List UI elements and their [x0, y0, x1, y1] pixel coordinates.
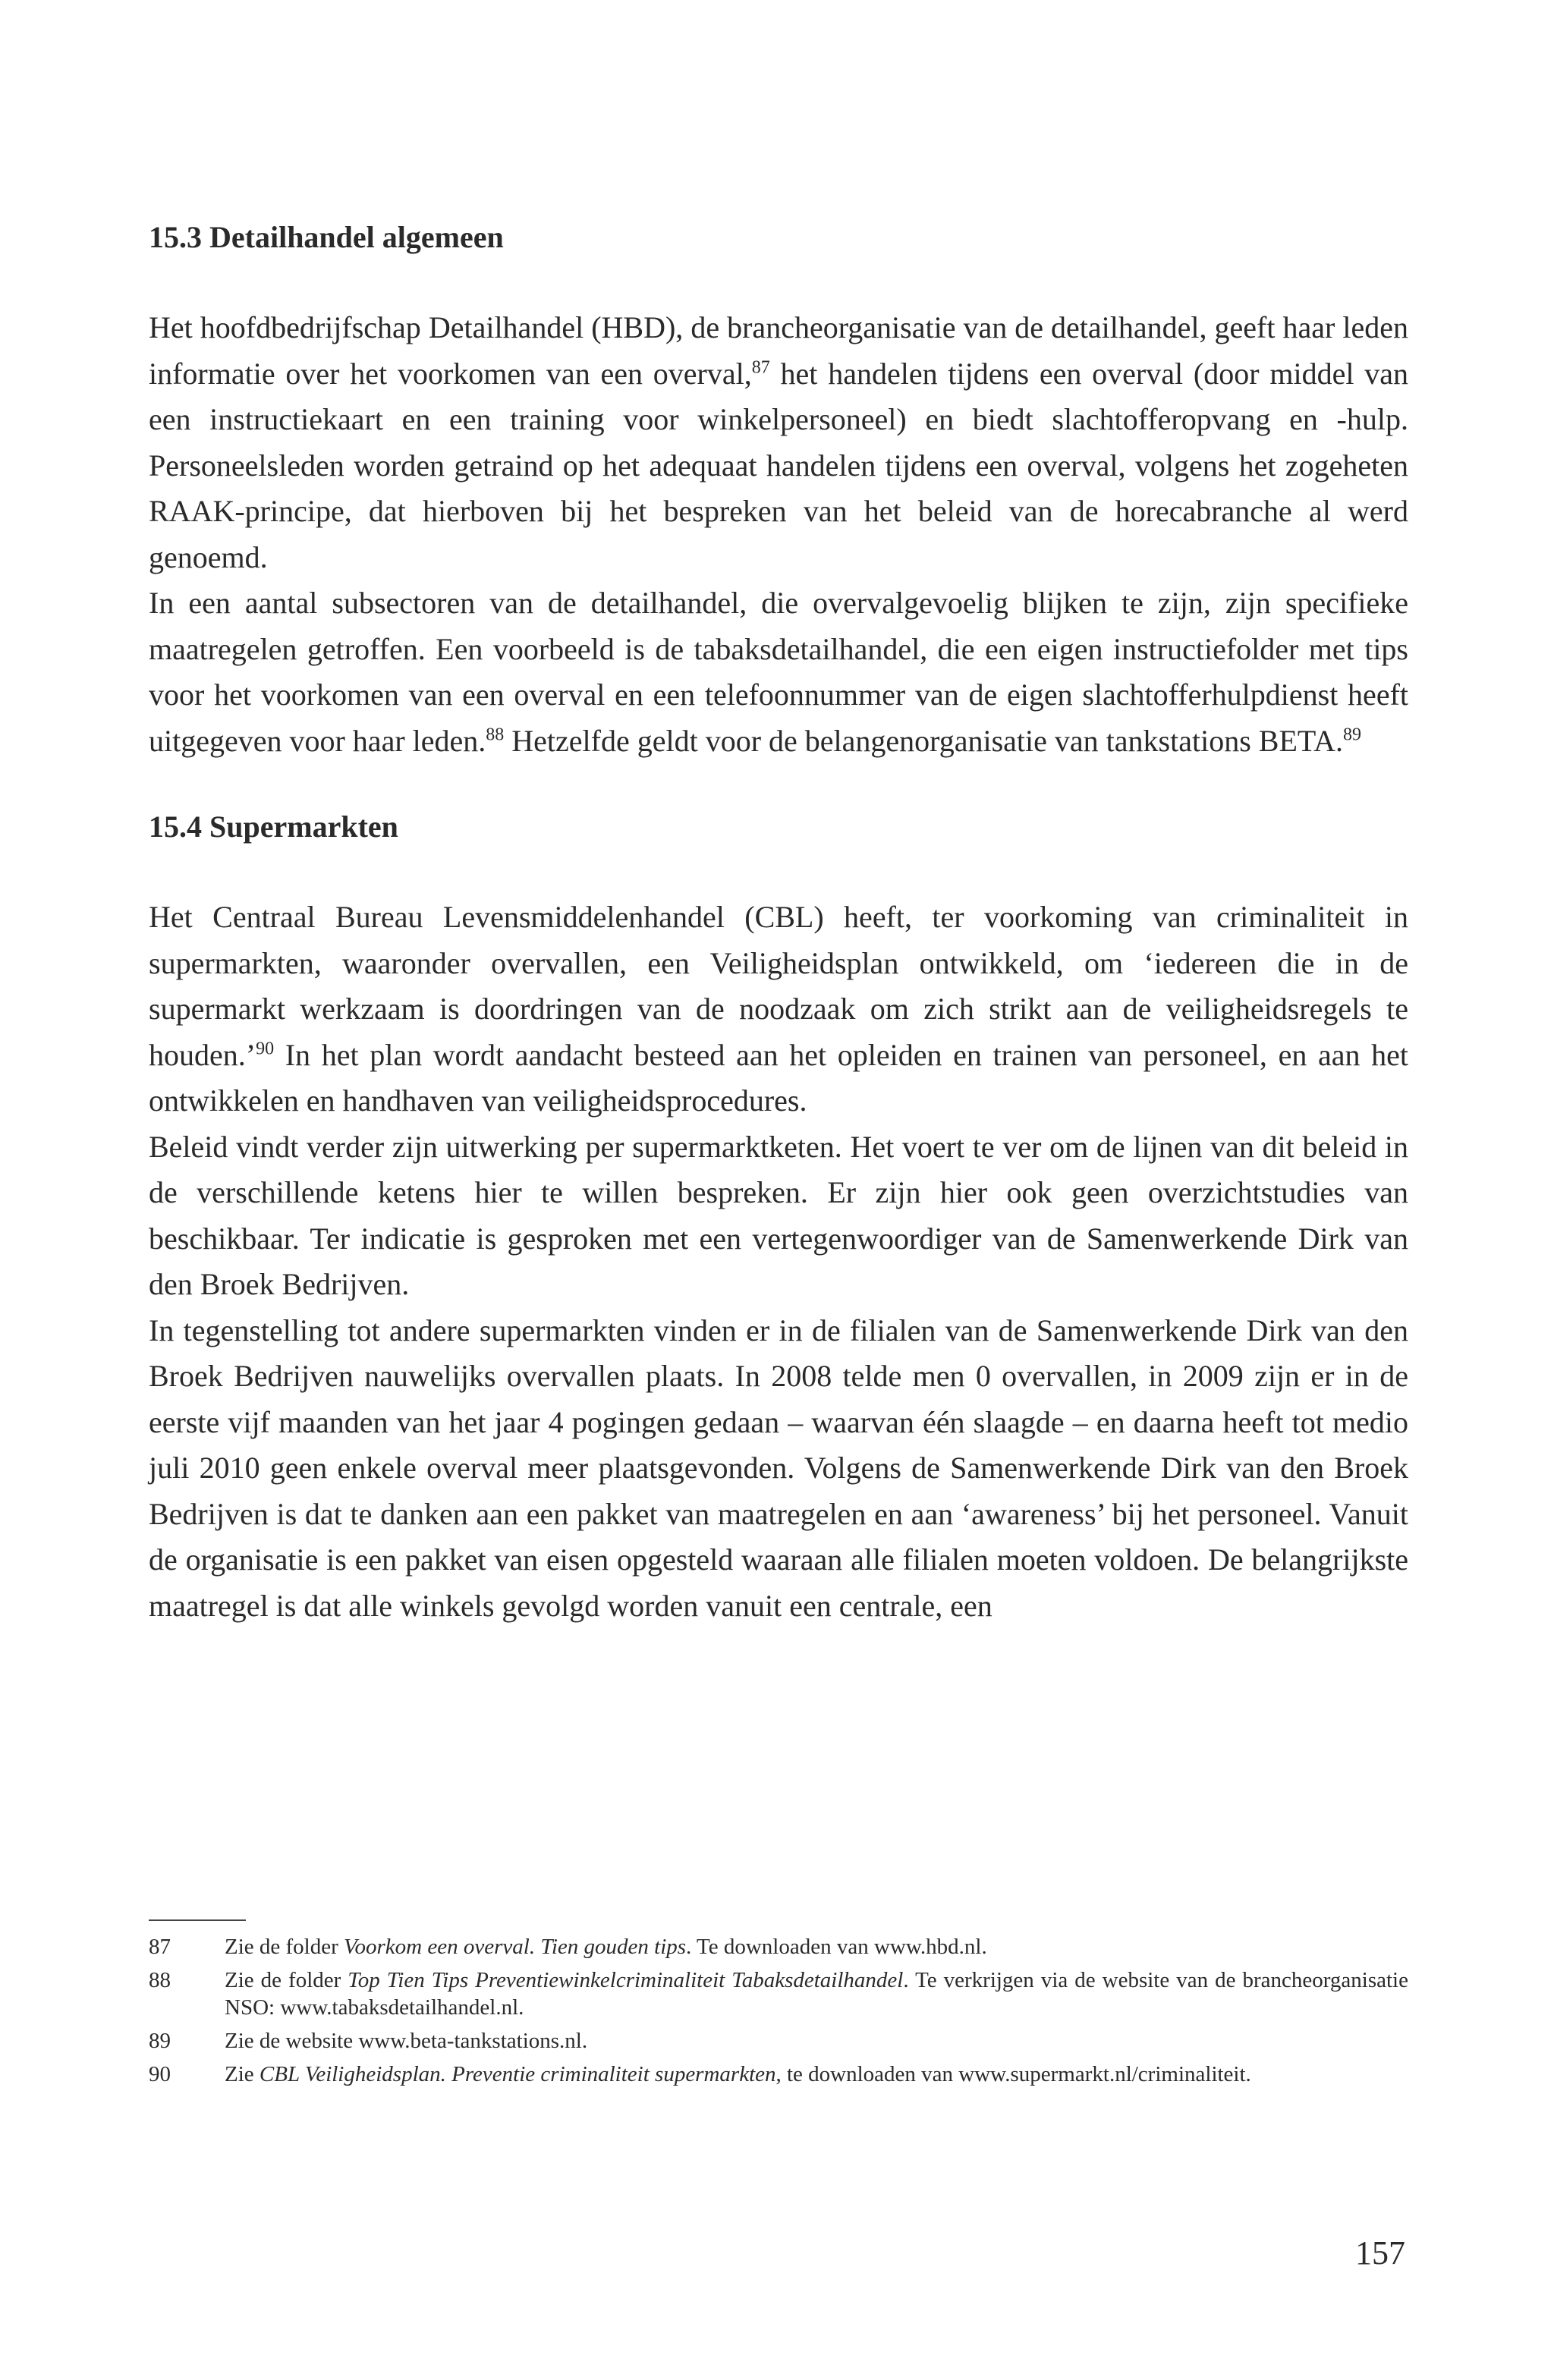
footnote-divider [149, 1919, 246, 1921]
page-number: 157 [1355, 2234, 1405, 2272]
footnote-number: 87 [149, 1935, 171, 1959]
paragraph-policy: Beleid vindt verder zijn uitwerking per supermarktketen. Het voert te ver om de lijnen van dit beleid in de verschillende ketens hier te willen bespreken. Er zijn hier ook geen overzichtstudies van beschikbaar. Ter indicatie is gesproken met een vertegenwoordiger van de Samenwerkende Dirk van den Broek Bedrijven. [149, 1129, 1408, 1301]
paragraph-hbd [149, 305, 1408, 580]
footnote-number: 88 [149, 1968, 171, 1992]
paragraph-cbl [149, 894, 1408, 1124]
paragraph-dirk-van-den-broek: In tegenstelling tot andere supermarkten vinden er in de filialen van de Samenwerkende Dirk van den Broek Bedrijven nauwelijks overvallen plaats. In 2008 telde men 0 overvallen, in 2009 zijn er in de eerste vijf maanden van het jaar 4 pogingen gedaan – waarvan één slaagde – en daarna heeft tot medio juli 2010 geen enkele overval meer plaatsgevonden. Volgens de Samenwerkende Dirk van den Broek Bedrijven is dat te danken aan een pakket van maatregelen en aan ‘awareness’ bij het personeel. Vanuit de organisatie is een pakket van eisen opgesteld waaraan alle filialen moeten voldoen. De belangrijkste maatregel is dat alle winkels gevolgd worden vanuit een centrale, een [149, 1313, 1408, 1623]
footnote-87 [149, 1933, 1408, 1960]
paragraph-text: In een aantal subsectoren van de detailhandel, die overvalgevoelig blijken te zijn, zijn specifieke maatregelen getroffen. Een voorbeeld is de tabaksdetailhandel, die een eigen instructiefolder met tips voor het voorkomen van een overval en een telefoonnummer van de eigen slachtofferhulpdienst heeft uitgegeven voor haar leden. [149, 586, 1408, 758]
footnote-title: Top Tien Tips Preventiewinkelcriminaliteit Tabaksdetailhandel [348, 1968, 904, 1992]
footnote-title: CBL Veiligheidsplan. Preventie criminaliteit supermarkten [259, 2062, 776, 2086]
paragraph-text: het handelen tijdens een overval (door middel van een instructiekaart en een training voor winkelpersoneel) en biedt slachtofferopvang en -hulp. Personeelsleden worden getraind op het adequaat handelen tijdens een overval, volgens het zogeheten RAAK-principe, dat hierboven bij het bespreken van het beleid van de horecabranche al werd genoemd. [149, 356, 1409, 574]
footnote-ref-87[interactable]: 87 [751, 357, 770, 378]
section-heading-15-4: 15.4 Supermarkten [149, 810, 398, 844]
paragraph-text: Hetzelfde geldt voor de belangenorganisatie van tankstations BETA. [504, 723, 1343, 758]
footnote-number: 90 [149, 2062, 171, 2086]
footnotes [149, 1933, 1408, 2094]
footnote-text: Zie de website www.beta-tankstations.nl. [225, 2029, 588, 2053]
footnote-90 [149, 2061, 1408, 2088]
footnote-88 [149, 1967, 1408, 2021]
footnote-ref-90[interactable]: 90 [256, 1039, 275, 1059]
footnote-text: . Te verkrijgen via de website van de brancheorganisatie NSO: www.tabaksdetailhandel.nl. [225, 1968, 1408, 2020]
main-content [149, 219, 1408, 1629]
paragraph-text: Het hoofdbedrijfschap Detailhandel (HBD), de brancheorganisatie van de detailhandel, geeft haar leden informatie over het voorkomen van een overval, [149, 310, 1408, 391]
footnote-text: , te downloaden van www.supermarkt.nl/criminaliteit. [775, 2062, 1251, 2086]
footnote-text: . Te downloaden van www.hbd.nl. [686, 1935, 987, 1959]
paragraph-subsectors [149, 580, 1408, 764]
footnote-text: Zie [225, 2062, 260, 2086]
section-heading-15-3: 15.3 Detailhandel algemeen [149, 220, 504, 254]
paragraph-text: Het Centraal Bureau Levensmiddelenhandel (CBL) heeft, ter voorkoming van criminaliteit in supermarkten, waaronder overvallen, een Veiligheidsplan ontwikkeld, om ‘iedereen die in de supermarkt werkzaam is doordringen van de noodzaak om zich strikt aan de veiligheidsregels te houden.’ [149, 900, 1408, 1072]
footnote-text: Zie de folder [225, 1935, 344, 1959]
footnote-text: Zie de folder [225, 1968, 348, 1992]
footnote-number: 89 [149, 2029, 171, 2053]
paragraph-text: In het plan wordt aandacht besteed aan het opleiden en trainen van personeel, en aan het ontwikkelen en handhaven van veiligheidsprocedures. [149, 1037, 1408, 1118]
footnote-ref-88[interactable]: 88 [486, 725, 505, 745]
footnote-title: Voorkom een overval. Tien gouden tips [344, 1935, 687, 1959]
footnote-89 [149, 2027, 1408, 2055]
footnote-ref-89[interactable]: 89 [1343, 725, 1361, 745]
